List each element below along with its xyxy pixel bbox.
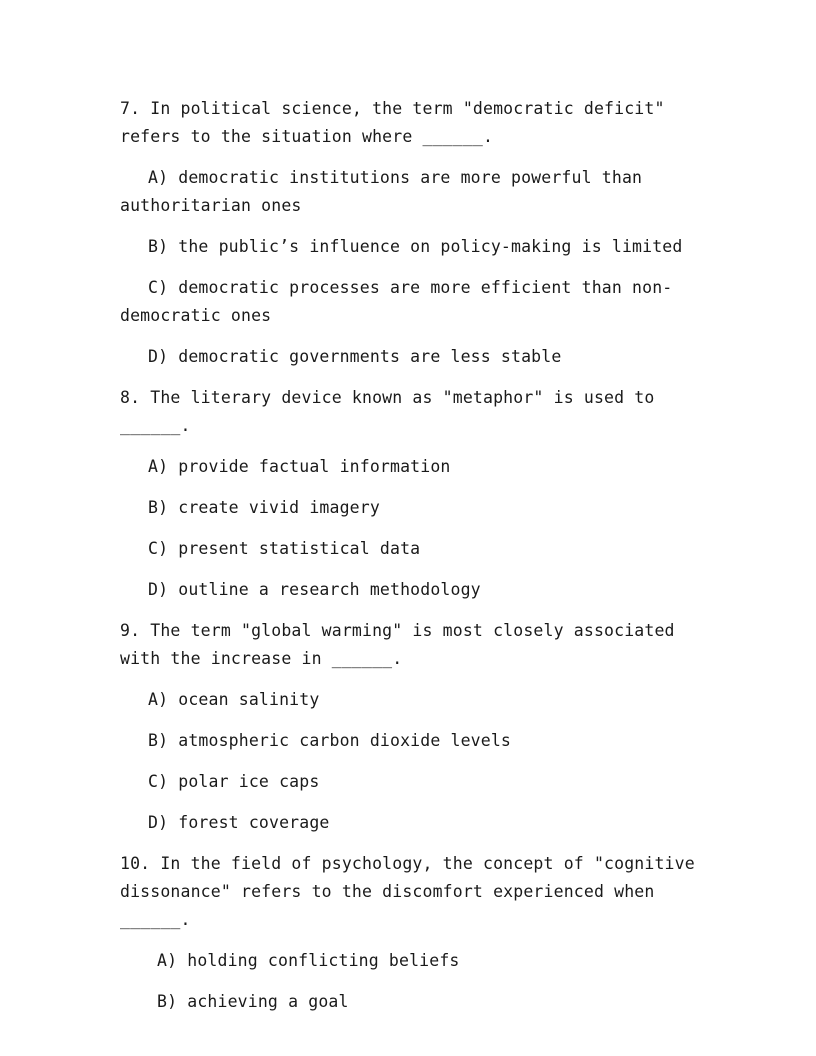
question-10 [120, 850, 700, 1016]
option-c: C) present statistical data [148, 539, 421, 558]
question-7 [120, 95, 700, 371]
option-a: A) holding conflicting beliefs [157, 951, 460, 970]
option-d: D) forest coverage [148, 813, 330, 832]
document-page [120, 95, 700, 1029]
question-text: 8. The literary device known as "metaphor" is used to ______. [120, 388, 655, 435]
question-text: 10. In the field of psychology, the concept of "cognitive dissonance" refers to the discomfort experienced when ______. [120, 854, 695, 929]
question-text: 9. The term "global warming" is most closely associated with the increase in ______. [120, 621, 675, 668]
option-c: C) democratic processes are more efficient than non-democratic ones [120, 278, 673, 325]
option-b: B) create vivid imagery [148, 498, 380, 517]
question-8 [120, 384, 700, 604]
question-text: 7. In political science, the term "democratic deficit" refers to the situation where ______. [120, 99, 665, 146]
option-c: C) polar ice caps [148, 772, 320, 791]
option-d: D) outline a research methodology [148, 580, 481, 599]
option-b: B) atmospheric carbon dioxide levels [148, 731, 512, 750]
option-a: A) ocean salinity [148, 690, 320, 709]
option-a: A) democratic institutions are more powerful than authoritarian ones [120, 168, 643, 215]
option-b: B) achieving a goal [157, 992, 349, 1011]
option-b: B) the public’s influence on policy-making is limited [148, 237, 683, 256]
question-9 [120, 617, 700, 837]
option-a: A) provide factual information [148, 457, 451, 476]
option-d: D) democratic governments are less stable [148, 347, 562, 366]
